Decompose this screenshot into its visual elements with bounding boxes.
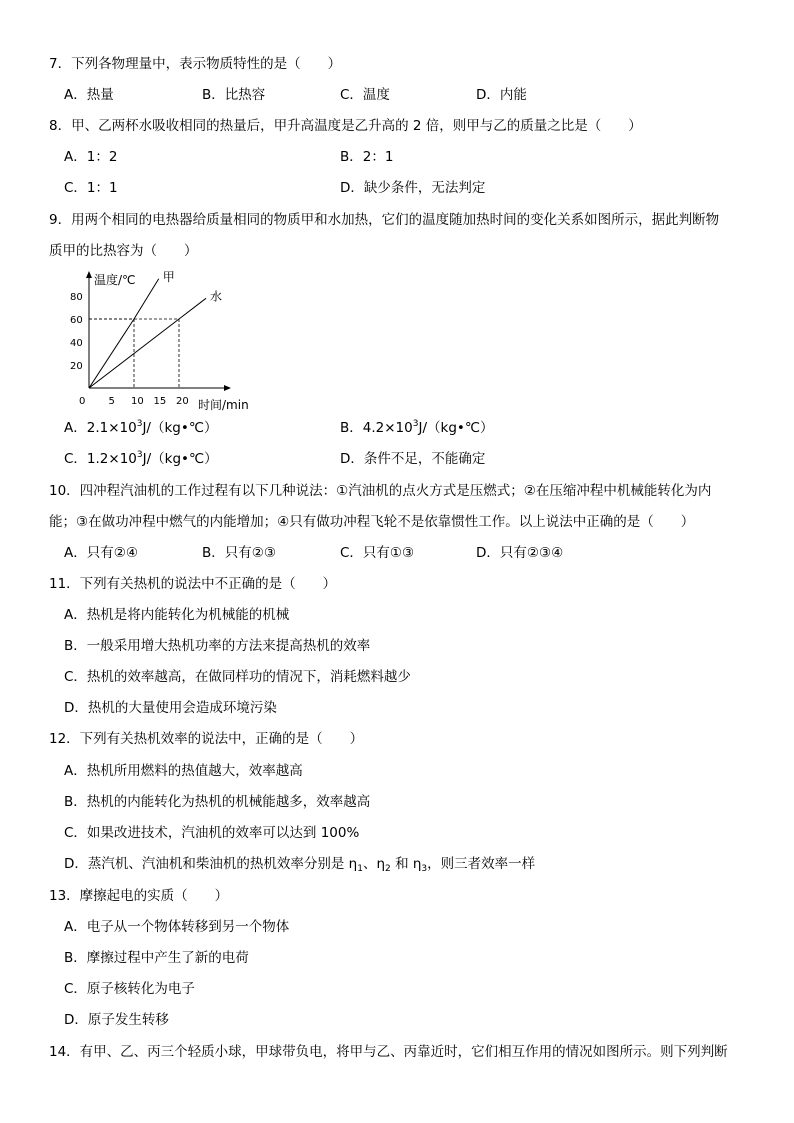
q10-option-b[interactable]: B．只有②③: [202, 545, 276, 561]
q10-option-d[interactable]: D．只有②③④: [476, 545, 564, 561]
q11-option-a[interactable]: A．热机是将内能转化为机械能的机械: [64, 607, 290, 623]
q9-stem-line1: 9．用两个相同的电热器给质量相同的物质甲和水加热，它们的温度随加热时间的变化关系如图所示，据此判断物: [49, 212, 720, 228]
x-axis-label: 时间/min: [198, 398, 249, 412]
y-axis-label: 温度/℃: [94, 273, 136, 287]
q12-option-d-sub-1: 1: [357, 864, 363, 874]
q14-stem: 14．有甲、乙、丙三个轻质小球，甲球带负电，将甲与乙、丙靠近时，它们相互作用的情况如图所示。则下列判断: [49, 1044, 728, 1060]
q9-option-a-exp: 3: [136, 419, 143, 429]
q8-option-c[interactable]: C．1：1: [64, 180, 118, 196]
series-line-0: [89, 279, 159, 388]
q12-option-d-text-4: ，则三者效率一样: [427, 856, 536, 872]
q12-option-c[interactable]: C．如果改进技术，汽油机的效率可以达到 100%: [64, 825, 360, 841]
q13-option-b[interactable]: B．摩擦过程中产生了新的电荷: [64, 950, 249, 966]
q9-option-c-unit: J/（kg•℃）: [142, 451, 218, 467]
q9-option-b-exp: 3: [412, 419, 419, 429]
q8-option-a[interactable]: A．1：2: [64, 149, 118, 165]
q13-stem: 13．摩擦起电的实质（ ）: [49, 888, 229, 904]
q12-stem: 12．下列有关热机效率的说法中，正确的是（ ）: [49, 731, 364, 747]
series-label-1: 水: [210, 289, 223, 304]
q12-option-d[interactable]: [64, 854, 535, 874]
q9-option-b-unit: J/（kg•℃）: [418, 420, 494, 436]
q13-option-a[interactable]: A．电子从一个物体转移到另一个物体: [64, 919, 290, 935]
q7-option-b[interactable]: B．比热容: [202, 87, 266, 103]
q7-option-c[interactable]: C．温度: [340, 87, 390, 103]
q12-option-b[interactable]: B．热机的内能转化为热机的机械能越多，效率越高: [64, 794, 371, 810]
q9-option-b[interactable]: [340, 418, 494, 438]
x-tick-label-2: 10: [131, 396, 144, 407]
q12-option-a[interactable]: A．热机所用燃料的热值越大，效率越高: [64, 763, 303, 779]
y-tick-label-2: 60: [70, 315, 83, 326]
q11-option-b[interactable]: B．一般采用增大热机功率的方法来提高热机的效率: [64, 638, 371, 654]
q8-option-d[interactable]: D．缺少条件，无法判定: [340, 180, 486, 196]
q7-option-d[interactable]: D．内能: [476, 87, 527, 103]
q10-option-a[interactable]: A．只有②④: [64, 545, 138, 561]
temperature-time-chart: [60, 268, 260, 414]
q9-option-c-text: C．1.2×10: [64, 451, 137, 467]
q10-stem-line1: 10．四冲程汽油机的工作过程有以下几种说法：①汽油机的点火方式是压燃式；②在压缩冲程中机械能转化为内: [49, 483, 712, 499]
q13-option-d[interactable]: D．原子发生转移: [64, 1012, 169, 1028]
q12-option-d-text-3: 和 η: [390, 856, 422, 872]
q9-option-a-unit: J/（kg•℃）: [142, 420, 218, 436]
q9-option-d[interactable]: D．条件不足，不能确定: [340, 451, 486, 467]
q11-stem: 11．下列有关热机的说法中不正确的是（ ）: [49, 576, 337, 592]
q7-stem: 7．下列各物理量中，表示物质特性的是（ ）: [49, 56, 342, 72]
y-tick-label-0: 20: [70, 361, 83, 372]
x-tick-label-3: 15: [153, 396, 167, 407]
series-line-1: [89, 298, 206, 388]
q12-option-d-text-1: D．蒸汽机、汽油机和柴油机的热机效率分别是 η: [64, 856, 358, 872]
q9-option-a[interactable]: [64, 418, 217, 438]
x-tick-label-4: 20: [176, 396, 189, 407]
q12-option-d-sub-3: 3: [421, 864, 428, 874]
q9-option-c-exp: 3: [136, 450, 143, 460]
q9-option-a-text: A．2.1×10: [64, 420, 137, 436]
q12-option-d-sub-2: 2: [385, 864, 391, 874]
q8-stem: 8．甲、乙两杯水吸收相同的热量后，甲升高温度是乙升高的 2 倍，则甲与乙的质量之比是（ ）: [49, 118, 642, 134]
series-label-0: 甲: [162, 269, 175, 284]
y-tick-label-1: 40: [70, 338, 83, 349]
q7-option-a[interactable]: A．热量: [64, 87, 114, 103]
q9-option-c[interactable]: [64, 449, 218, 469]
q9-option-b-text: B．4.2×10: [340, 420, 413, 436]
x-tick-label-1: 5: [108, 396, 115, 407]
q8-option-b[interactable]: B．2：1: [340, 149, 394, 165]
q12-option-d-text-2: 、η: [362, 856, 386, 872]
q13-option-c[interactable]: C．原子核转化为电子: [64, 981, 195, 997]
q10-stem-line2: 能；③在做功冲程中燃气的内能增加；④只有做功冲程飞轮不是依靠惯性工作。以上说法中正确的是（ ）: [49, 514, 695, 530]
q9-stem-line2: 质甲的比热容为（ ）: [49, 243, 198, 259]
q10-option-c[interactable]: C．只有①③: [340, 545, 415, 561]
q11-option-c[interactable]: C．热机的效率越高，在做同样功的情况下，消耗燃料越少: [64, 669, 411, 685]
x-tick-label-0: 0: [79, 396, 86, 407]
y-tick-label-3: 80: [70, 292, 83, 303]
q11-option-d[interactable]: D．热机的大量使用会造成环境污染: [64, 700, 277, 716]
